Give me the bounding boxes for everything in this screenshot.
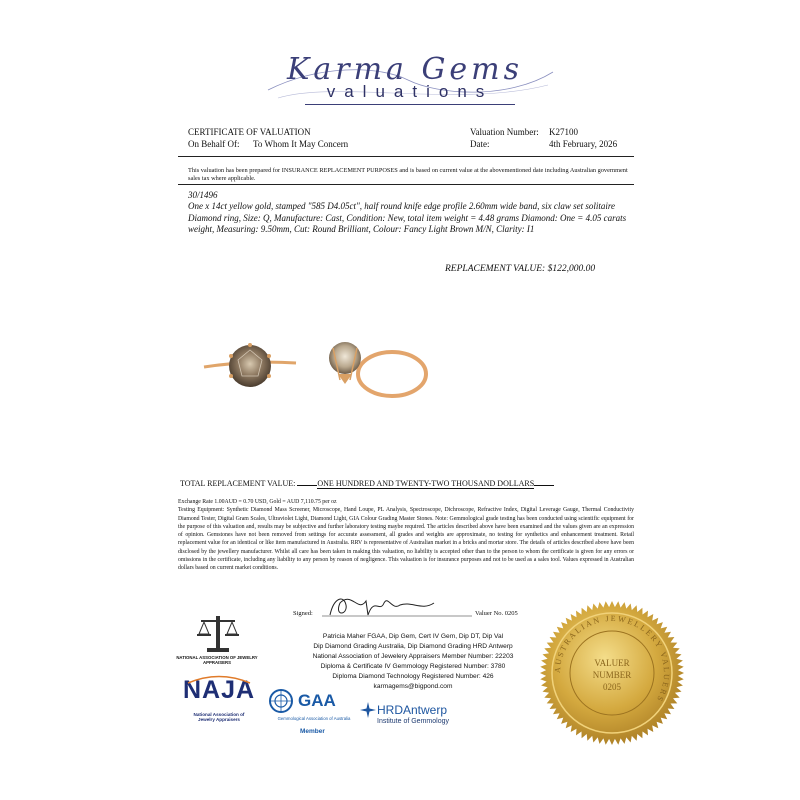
total-underline-right [534,485,554,486]
naja-logo-subtitle: National Association of Jewelry Appraisers [193,712,245,723]
purpose-statement: This valuation has been prepared for INSURANCE REPLACEMENT PURPOSES and is based on current value at the abovementioned date including Australian government sales tax where applicable. [188,167,628,182]
item-description: One x 14ct yellow gold, stamped "585 D4.05ct", half round knife edge profile 2.60mm wide band, six claw set solitaire Diamond ring, Size: Q, Manufacture: Cast, Condition: New, total item weight = 4.48 grams Diamond: One = 4.05 carats weight, Measuring: 9.50mm, Cut: Round Brilliant, Colour: Fancy Light Brown M/N, Clarity: I1 [188,201,627,234]
behalf-label: On Behalf Of: [188,139,240,149]
total-label: TOTAL REPLACEMENT VALUE: [180,479,296,488]
hrd-star-icon [360,702,376,718]
contact-email: karmagems@bigpond.com [373,683,453,691]
seal-line-1: VALUER [594,658,630,668]
seal-line-2: NUMBER [592,670,632,680]
credentials-block [288,632,538,693]
signature-row [293,610,313,617]
scales-of-justice-icon [195,612,241,654]
hrd-logo-word: HRDAntwerp [377,703,448,717]
replacement-label: REPLACEMENT VALUE: [445,264,546,274]
total-underline-left [297,485,317,486]
ring-front-photo [200,330,300,390]
gold-valuer-seal [537,598,687,748]
handwritten-signature [322,593,472,619]
naja-arc-icon [186,674,252,684]
gaa-logo-word: GAA [298,691,336,710]
logo-underline [305,104,515,105]
valuation-number-value: K27100 [549,127,578,137]
seal-line-3: 0205 [603,682,621,692]
credential-line: Dip Diamond Grading Australia, Dip Diamond Grading HRD Antwerp [313,643,513,651]
hrd-logo-subtitle: Institute of Gemmology [377,718,449,725]
signed-label: Signed: [293,610,313,617]
gaa-globe-icon [268,688,294,714]
behalf-value: To Whom It May Concern [253,139,349,149]
gaa-logo-subtitle: Gemmological Association of Australia [277,716,351,721]
naja-top-caption: NATIONAL ASSOCIATION OF JEWELRY APPRAISERS [176,655,258,665]
credential-line: National Association of Jewelery Appraisers Member Number: 22203 [312,653,514,661]
replacement-value: $122,000.00 [547,264,596,274]
exchange-rate: Exchange Rate 1.00AUD = 0.70 USD, Gold = AUD 7,110.75 per oz [178,499,337,505]
item-reference: 30/1496 [188,190,218,200]
seal-ring-text: AUSTRALIAN JEWELLERY VALUERS [552,613,672,705]
legal-block [178,498,634,573]
naja-logo-word: NAJA [183,676,256,704]
credential-line: Diploma & Certificate IV Gemmology Registered Number: 3780 [320,663,506,671]
certificate-title: CERTIFICATE OF VALUATION [188,127,311,137]
item-block [188,190,628,235]
gaa-member-label: Member [300,728,325,735]
valuation-number-label: Valuation Number: [470,127,539,137]
total-value: ONE HUNDRED AND TWENTY-TWO THOUSAND DOLLARS [317,479,535,488]
credential-line: Patricia Maher FGAA, Dip Gem, Cert IV Gem, Dip DT, Dip Val [322,633,504,640]
logo-subtitle: valuations [326,82,494,101]
credential-line: Diploma Diamond Technology Registered Number: 426 [332,673,494,681]
total-replacement-line [180,479,630,488]
valuer-number: Valuer No. 0205 [475,610,518,617]
logo-script-text: Karma Gems [286,52,524,87]
header-divider [178,156,634,157]
date-label: Date: [470,139,490,149]
ring-side-photo [318,332,433,402]
testing-disclaimer: Testing Equipment: Synthetic Diamond Mass Screener, Microscope, Hand Loupe, PL Analysis, Spectroscope, Dichroscope, Refractive Index, Digital Leverage Gauge, Thermal Conductivity Diamond Tester, Digital Gram Scales, Ultraviolet Light, Diamond Light, GIA Colour Grading Master Stones. Note: Gemmological grade testing has been conducted using scientific equipment for the purpose of this valuation and, results may be subjective and further laboratory testing maybe required. The articles described above have been examined and the values given are an expression of opinion. Gemstones have not been removed from settings for accurate assessment, all grades and weights are approximate, no testing for synthetics and enhancement treatment. Retail replacement value for an identical or like item manufactured in Australia. RRV is representative of Australian market in a bricks and mortar store. The details of articles described above have been disclosed by the jewellery manufacturer. Whilst all care has been taken in making this valuation, no liability is accepted other than to the person to whom the certificate is given for any errors or omissions in the certificate, including any liability to any person by reason of negligence. This valuation is for insurance purposes and not to be used as a sales tool. Values expressed in Australian dollars based on current market conditions. [178,507,634,572]
date-value: 4th February, 2026 [549,139,618,149]
replacement-value-line [445,264,595,274]
purpose-divider [178,184,634,185]
